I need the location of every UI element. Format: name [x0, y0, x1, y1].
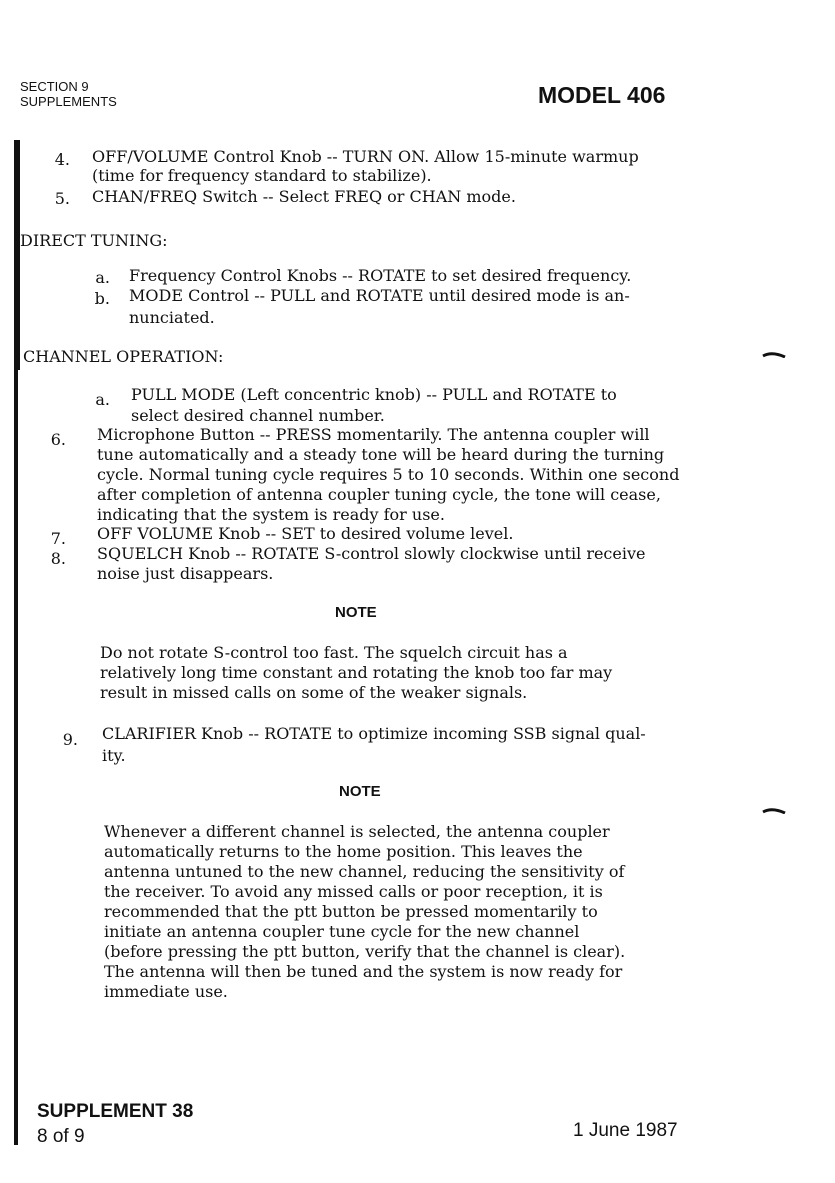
step-text-line: CLARIFIER Knob -- ROTATE to optimize incoming SSB signal qual-	[102, 724, 646, 743]
revision-bar-inner	[18, 140, 20, 370]
note-text-line: immediate use.	[104, 982, 228, 1001]
item-label: a.	[95, 268, 110, 287]
note-text-line: Whenever a different channel is selected, the antenna coupler	[104, 822, 610, 841]
step-number: 7.	[50, 529, 66, 548]
note-heading: NOTE	[335, 604, 377, 621]
step-text-line: Microphone Button -- PRESS momentarily. The antenna coupler will	[97, 425, 650, 444]
model-title: MODEL 406	[538, 82, 666, 108]
note-text-line: initiate an antenna coupler tune cycle for the new channel	[104, 922, 580, 941]
note-text-line: the receiver. To avoid any missed calls or poor reception, it is	[104, 882, 603, 901]
step-text-line: after completion of antenna coupler tuning cycle, the tone will cease,	[97, 485, 661, 504]
item-label: a.	[95, 390, 110, 409]
step-text-line: ity.	[102, 746, 126, 765]
item-label: b.	[94, 289, 110, 308]
issue-date: 1 June 1987	[573, 1120, 678, 1141]
channel-operation-heading: CHANNEL OPERATION:	[23, 347, 224, 366]
step-text-line: OFF/VOLUME Control Knob -- TURN ON. Allow 15-minute warmup	[92, 147, 639, 166]
note-text-line: recommended that the ptt button be pressed momentarily to	[104, 902, 598, 921]
step-text-line: OFF VOLUME Knob -- SET to desired volume level.	[97, 524, 514, 543]
note-text-line: result in missed calls on some of the weaker signals.	[100, 683, 528, 702]
step-number: 4.	[54, 150, 70, 169]
note-text-line: Do not rotate S-control too fast. The squelch circuit has a	[100, 643, 568, 662]
note-text-line: relatively long time constant and rotating the knob too far may	[100, 663, 613, 682]
page-number: 8 of 9	[37, 1126, 85, 1147]
step-number: 9.	[62, 730, 78, 749]
item-text-line: nunciated.	[129, 308, 215, 327]
note-text-line: (before pressing the ptt button, verify that the channel is clear).	[104, 942, 626, 961]
step-number: 8.	[50, 549, 66, 568]
item-text-line: PULL MODE (Left concentric knob) -- PULL and ROTATE to	[131, 385, 617, 404]
note-text-line: automatically returns to the home position. This leaves the	[104, 842, 583, 861]
section-label: SECTION 9	[20, 79, 89, 94]
note-text-line: The antenna will then be tuned and the system is now ready for	[104, 962, 623, 981]
step-text-line: noise just disappears.	[97, 564, 274, 583]
item-text-line: select desired channel number.	[131, 406, 385, 425]
step-text-line: cycle. Normal tuning cycle requires 5 to 10 seconds. Within one second	[97, 465, 680, 484]
step-text-line: indicating that the system is ready for use.	[97, 505, 445, 524]
supplement-number: SUPPLEMENT 38	[37, 1101, 194, 1122]
step-text-line: (time for frequency standard to stabilize).	[92, 166, 432, 185]
step-text-line: tune automatically and a steady tone will be heard during the turning	[97, 445, 665, 464]
margin-tick-mark	[762, 808, 786, 814]
step-number: 6.	[50, 430, 66, 449]
step-text-line: SQUELCH Knob -- ROTATE S-control slowly clockwise until receive	[97, 544, 646, 563]
step-number: 5.	[54, 189, 70, 208]
subsection-label: SUPPLEMENTS	[20, 94, 117, 109]
item-text-line: MODE Control -- PULL and ROTATE until desired mode is an-	[129, 286, 630, 305]
note-text-line: antenna untuned to the new channel, reducing the sensitivity of	[104, 862, 625, 881]
direct-tuning-heading: DIRECT TUNING:	[20, 231, 168, 250]
item-text-line: Frequency Control Knobs -- ROTATE to set desired frequency.	[129, 266, 632, 285]
note-heading: NOTE	[339, 783, 381, 800]
margin-tick-mark	[762, 352, 786, 358]
step-text-line: CHAN/FREQ Switch -- Select FREQ or CHAN mode.	[92, 187, 516, 206]
